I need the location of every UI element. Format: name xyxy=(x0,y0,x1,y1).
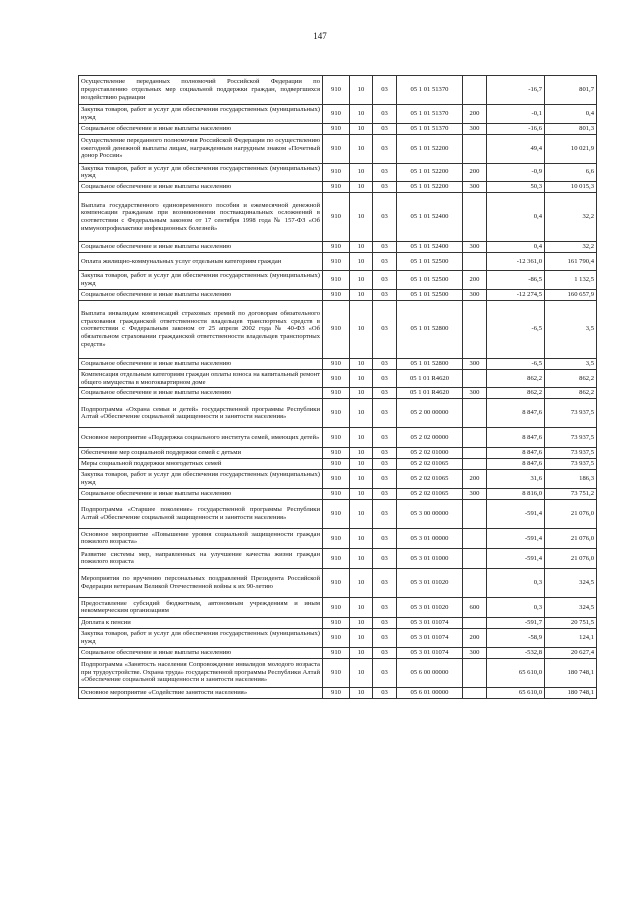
cell-cs: 05 3 01 00000 xyxy=(397,528,463,548)
cell-name: Закупка товаров, работ и услуг для обеспечения государственных (муниципальных) нужд xyxy=(79,470,323,489)
cell-s1: 49,4 xyxy=(487,134,545,163)
cell-rz: 10 xyxy=(350,647,373,658)
cell-cs: 05 1 01 52500 xyxy=(397,271,463,290)
cell-s1: 0,3 xyxy=(487,568,545,597)
table-row xyxy=(79,358,597,369)
cell-s2: 3,5 xyxy=(545,300,597,358)
cell-vr: 300 xyxy=(463,289,487,300)
cell-rz: 10 xyxy=(350,358,373,369)
cell-cs: 05 1 01 52200 xyxy=(397,182,463,193)
cell-s1: -6,5 xyxy=(487,358,545,369)
table-row xyxy=(79,568,597,597)
cell-s2: 801,7 xyxy=(545,76,597,105)
cell-vr xyxy=(463,617,487,628)
cell-cs: 05 3 01 01074 xyxy=(397,617,463,628)
cell-vr xyxy=(463,548,487,568)
cell-vr xyxy=(463,134,487,163)
cell-name: Социальное обеспечение и иные выплаты населению xyxy=(79,242,323,253)
cell-adm: 910 xyxy=(323,647,350,658)
cell-rz: 10 xyxy=(350,628,373,647)
cell-pr: 03 xyxy=(373,628,397,647)
cell-s2: 324,5 xyxy=(545,568,597,597)
cell-pr: 03 xyxy=(373,470,397,489)
table-row xyxy=(79,182,597,193)
cell-s1: 65 610,0 xyxy=(487,687,545,698)
cell-vr: 300 xyxy=(463,123,487,134)
cell-pr: 03 xyxy=(373,428,397,448)
table-row xyxy=(79,388,597,399)
cell-rz: 10 xyxy=(350,448,373,459)
cell-name: Социальное обеспечение и иные выплаты населению xyxy=(79,388,323,399)
table-row xyxy=(79,597,597,617)
cell-s1: 0,3 xyxy=(487,597,545,617)
cell-cs: 05 3 01 01000 xyxy=(397,548,463,568)
cell-rz: 10 xyxy=(350,597,373,617)
cell-s1: 50,3 xyxy=(487,182,545,193)
cell-adm: 910 xyxy=(323,182,350,193)
cell-s1: 862,2 xyxy=(487,369,545,388)
table-row xyxy=(79,617,597,628)
cell-s2: 73 937,5 xyxy=(545,459,597,470)
cell-rz: 10 xyxy=(350,568,373,597)
cell-s1: -0,9 xyxy=(487,163,545,182)
cell-pr: 03 xyxy=(373,499,397,528)
table-row xyxy=(79,193,597,242)
cell-rz: 10 xyxy=(350,163,373,182)
cell-vr xyxy=(463,528,487,548)
cell-s1: 31,6 xyxy=(487,470,545,489)
cell-vr xyxy=(463,687,487,698)
cell-name: Основное мероприятие «Поддержка социального института семей, имеющих детей» xyxy=(79,428,323,448)
cell-rz: 10 xyxy=(350,399,373,428)
cell-name: Мероприятия по вручению персональных поздравлений Президента Российской Федерации ветеранам Великой Отечественной войны к их 90-летию xyxy=(79,568,323,597)
table-body xyxy=(79,76,597,699)
cell-adm: 910 xyxy=(323,399,350,428)
cell-s2: 324,5 xyxy=(545,597,597,617)
cell-name: Основное мероприятие «Повышение уровня социальной защищенности граждан пожилого возраста» xyxy=(79,528,323,548)
cell-s1: -6,5 xyxy=(487,300,545,358)
cell-pr: 03 xyxy=(373,528,397,548)
cell-s1: -591,4 xyxy=(487,528,545,548)
cell-s2: 73 937,5 xyxy=(545,428,597,448)
table-row xyxy=(79,528,597,548)
cell-adm: 910 xyxy=(323,271,350,290)
cell-name: Социальное обеспечение и иные выплаты населению xyxy=(79,123,323,134)
table-row xyxy=(79,123,597,134)
cell-rz: 10 xyxy=(350,253,373,271)
cell-adm: 910 xyxy=(323,428,350,448)
cell-adm: 910 xyxy=(323,548,350,568)
cell-vr: 200 xyxy=(463,105,487,124)
table-row xyxy=(79,289,597,300)
cell-rz: 10 xyxy=(350,470,373,489)
cell-s1: 0,4 xyxy=(487,193,545,242)
cell-s2: 32,2 xyxy=(545,242,597,253)
cell-adm: 910 xyxy=(323,76,350,105)
cell-rz: 10 xyxy=(350,459,373,470)
cell-name: Меры социальной поддержки многодетных семей xyxy=(79,459,323,470)
cell-vr: 200 xyxy=(463,628,487,647)
cell-pr: 03 xyxy=(373,105,397,124)
cell-rz: 10 xyxy=(350,123,373,134)
cell-s1: -591,4 xyxy=(487,499,545,528)
cell-vr: 300 xyxy=(463,242,487,253)
table-row xyxy=(79,300,597,358)
cell-adm: 910 xyxy=(323,568,350,597)
cell-name: Социальное обеспечение и иные выплаты населению xyxy=(79,488,323,499)
cell-vr: 300 xyxy=(463,358,487,369)
cell-vr xyxy=(463,76,487,105)
cell-pr: 03 xyxy=(373,253,397,271)
cell-rz: 10 xyxy=(350,271,373,290)
cell-rz: 10 xyxy=(350,134,373,163)
cell-pr: 03 xyxy=(373,271,397,290)
cell-s1: -0,1 xyxy=(487,105,545,124)
cell-adm: 910 xyxy=(323,242,350,253)
table-row xyxy=(79,76,597,105)
cell-s2: 21 076,0 xyxy=(545,528,597,548)
cell-pr: 03 xyxy=(373,300,397,358)
cell-s2: 862,2 xyxy=(545,388,597,399)
cell-s1: -16,7 xyxy=(487,76,545,105)
cell-rz: 10 xyxy=(350,300,373,358)
cell-adm: 910 xyxy=(323,628,350,647)
cell-adm: 910 xyxy=(323,289,350,300)
cell-name: Предоставление субсидий бюджетным, автономным учреждениям и иным некоммерческим организациям xyxy=(79,597,323,617)
cell-s1: 8 847,6 xyxy=(487,448,545,459)
cell-vr xyxy=(463,253,487,271)
cell-s1: -86,5 xyxy=(487,271,545,290)
cell-vr: 300 xyxy=(463,182,487,193)
cell-pr: 03 xyxy=(373,617,397,628)
cell-s1: 65 610,0 xyxy=(487,658,545,687)
cell-name: Закупка товаров, работ и услуг для обеспечения государственных (муниципальных) нужд xyxy=(79,105,323,124)
cell-name: Оплата жилищно-коммунальных услуг отдельным категориям граждан xyxy=(79,253,323,271)
cell-adm: 910 xyxy=(323,499,350,528)
cell-rz: 10 xyxy=(350,388,373,399)
cell-s2: 0,4 xyxy=(545,105,597,124)
table-row xyxy=(79,134,597,163)
table-row xyxy=(79,399,597,428)
cell-vr xyxy=(463,568,487,597)
table-row xyxy=(79,242,597,253)
cell-cs: 05 1 01 R4620 xyxy=(397,369,463,388)
cell-pr: 03 xyxy=(373,193,397,242)
cell-rz: 10 xyxy=(350,617,373,628)
cell-vr xyxy=(463,459,487,470)
cell-pr: 03 xyxy=(373,242,397,253)
cell-cs: 05 3 01 01074 xyxy=(397,628,463,647)
cell-adm: 910 xyxy=(323,597,350,617)
cell-name: Социальное обеспечение и иные выплаты населению xyxy=(79,289,323,300)
cell-pr: 03 xyxy=(373,658,397,687)
cell-vr xyxy=(463,369,487,388)
cell-adm: 910 xyxy=(323,528,350,548)
cell-name: Доплата к пенсии xyxy=(79,617,323,628)
cell-s2: 6,6 xyxy=(545,163,597,182)
cell-vr xyxy=(463,428,487,448)
cell-cs: 05 1 01 52200 xyxy=(397,134,463,163)
cell-s2: 186,3 xyxy=(545,470,597,489)
cell-s1: -591,4 xyxy=(487,548,545,568)
cell-pr: 03 xyxy=(373,459,397,470)
cell-adm: 910 xyxy=(323,617,350,628)
cell-adm: 910 xyxy=(323,163,350,182)
cell-s1: -12 361,0 xyxy=(487,253,545,271)
cell-s1: -532,8 xyxy=(487,647,545,658)
cell-s2: 73 937,5 xyxy=(545,448,597,459)
cell-cs: 05 2 02 00000 xyxy=(397,428,463,448)
cell-s1: 0,4 xyxy=(487,242,545,253)
cell-s2: 801,3 xyxy=(545,123,597,134)
cell-s1: -16,6 xyxy=(487,123,545,134)
cell-cs: 05 2 02 01000 xyxy=(397,448,463,459)
cell-cs: 05 1 01 52500 xyxy=(397,253,463,271)
cell-adm: 910 xyxy=(323,193,350,242)
table-row xyxy=(79,687,597,698)
cell-cs: 05 6 00 00000 xyxy=(397,658,463,687)
table-row xyxy=(79,428,597,448)
cell-adm: 910 xyxy=(323,448,350,459)
cell-cs: 05 2 02 01065 xyxy=(397,470,463,489)
cell-name: Социальное обеспечение и иные выплаты населению xyxy=(79,647,323,658)
cell-pr: 03 xyxy=(373,548,397,568)
cell-rz: 10 xyxy=(350,105,373,124)
table-row xyxy=(79,658,597,687)
cell-rz: 10 xyxy=(350,428,373,448)
cell-s1: 8 847,6 xyxy=(487,459,545,470)
cell-vr xyxy=(463,193,487,242)
cell-pr: 03 xyxy=(373,687,397,698)
cell-cs: 05 3 01 01020 xyxy=(397,597,463,617)
cell-s2: 180 748,1 xyxy=(545,658,597,687)
table-row xyxy=(79,448,597,459)
cell-rz: 10 xyxy=(350,76,373,105)
cell-name: Закупка товаров, работ и услуг для обеспечения государственных (муниципальных) нужд xyxy=(79,163,323,182)
cell-pr: 03 xyxy=(373,568,397,597)
cell-rz: 10 xyxy=(350,369,373,388)
cell-s1: 8 847,6 xyxy=(487,428,545,448)
cell-s2: 10 021,9 xyxy=(545,134,597,163)
cell-cs: 05 1 01 52800 xyxy=(397,358,463,369)
cell-s2: 21 076,0 xyxy=(545,499,597,528)
cell-pr: 03 xyxy=(373,358,397,369)
cell-rz: 10 xyxy=(350,499,373,528)
cell-pr: 03 xyxy=(373,182,397,193)
cell-vr: 200 xyxy=(463,470,487,489)
cell-adm: 910 xyxy=(323,658,350,687)
cell-s2: 20 627,4 xyxy=(545,647,597,658)
cell-s1: -58,9 xyxy=(487,628,545,647)
cell-cs: 05 2 00 00000 xyxy=(397,399,463,428)
cell-s2: 73 751,2 xyxy=(545,488,597,499)
cell-s2: 160 657,9 xyxy=(545,289,597,300)
cell-name: Подпрограмма «Занятость населения Сопровождение инвалидов молодого возраста при трудоустройстве. Охрана труда» государственной программы Республики Алтай «Обеспечение социальной защищенности и занятости населения» xyxy=(79,658,323,687)
cell-s2: 3,5 xyxy=(545,358,597,369)
cell-s2: 20 751,5 xyxy=(545,617,597,628)
cell-name: Основное мероприятие «Содействие занятости населения» xyxy=(79,687,323,698)
cell-pr: 03 xyxy=(373,597,397,617)
cell-s2: 862,2 xyxy=(545,369,597,388)
cell-vr xyxy=(463,448,487,459)
cell-name: Социальное обеспечение и иные выплаты населению xyxy=(79,182,323,193)
cell-cs: 05 1 01 52400 xyxy=(397,242,463,253)
cell-rz: 10 xyxy=(350,193,373,242)
cell-cs: 05 2 02 01065 xyxy=(397,488,463,499)
cell-s2: 161 790,4 xyxy=(545,253,597,271)
cell-vr: 300 xyxy=(463,388,487,399)
cell-pr: 03 xyxy=(373,134,397,163)
cell-name: Подпрограмма «Старшее поколение» государственной программы Республики Алтай «Обеспечение социальной защищенности и занятости населения» xyxy=(79,499,323,528)
cell-vr: 300 xyxy=(463,488,487,499)
cell-vr: 600 xyxy=(463,597,487,617)
cell-vr xyxy=(463,658,487,687)
table-row xyxy=(79,369,597,388)
table-row xyxy=(79,470,597,489)
cell-name: Закупка товаров, работ и услуг для обеспечения государственных (муниципальных) нужд xyxy=(79,271,323,290)
cell-s1: 8 847,6 xyxy=(487,399,545,428)
table-row xyxy=(79,459,597,470)
cell-vr: 200 xyxy=(463,163,487,182)
cell-pr: 03 xyxy=(373,448,397,459)
cell-s1: 8 816,0 xyxy=(487,488,545,499)
cell-s2: 73 937,5 xyxy=(545,399,597,428)
cell-name: Социальное обеспечение и иные выплаты населению xyxy=(79,358,323,369)
table-row xyxy=(79,105,597,124)
cell-adm: 910 xyxy=(323,687,350,698)
cell-cs: 05 3 00 00000 xyxy=(397,499,463,528)
cell-s2: 32,2 xyxy=(545,193,597,242)
table-row xyxy=(79,253,597,271)
cell-cs: 05 2 02 01065 xyxy=(397,459,463,470)
cell-rz: 10 xyxy=(350,242,373,253)
cell-adm: 910 xyxy=(323,459,350,470)
cell-name: Развитие системы мер, направленных на улучшение качества жизни граждан пожилого возраста xyxy=(79,548,323,568)
cell-cs: 05 3 01 01020 xyxy=(397,568,463,597)
cell-rz: 10 xyxy=(350,687,373,698)
cell-cs: 05 1 01 51370 xyxy=(397,105,463,124)
cell-adm: 910 xyxy=(323,488,350,499)
cell-rz: 10 xyxy=(350,658,373,687)
cell-s2: 1 132,5 xyxy=(545,271,597,290)
table-row xyxy=(79,647,597,658)
cell-s1: 862,2 xyxy=(487,388,545,399)
cell-rz: 10 xyxy=(350,488,373,499)
cell-name: Обеспечение мер социальной поддержки семей с детьми xyxy=(79,448,323,459)
cell-cs: 05 1 01 52500 xyxy=(397,289,463,300)
cell-cs: 05 6 01 00000 xyxy=(397,687,463,698)
cell-s1: -12 274,5 xyxy=(487,289,545,300)
cell-vr xyxy=(463,499,487,528)
cell-cs: 05 1 01 52800 xyxy=(397,300,463,358)
cell-s2: 124,1 xyxy=(545,628,597,647)
cell-pr: 03 xyxy=(373,647,397,658)
cell-name: Подпрограмма «Охрана семьи и детей» государственной программы Республики Алтай «Обеспечение социальной защищенности и занятости населения» xyxy=(79,399,323,428)
table-row xyxy=(79,163,597,182)
cell-name: Выплата инвалидам компенсаций страховых премий по договорам обязательного страхования гражданской ответственности владельцев транспортных средств в соответствии с Федеральным законом от 25 апреля 2002 года № 40-ФЗ «Об обязательном страховании гражданской ответственности владельцев транспортных средств» xyxy=(79,300,323,358)
cell-vr: 300 xyxy=(463,647,487,658)
table-row xyxy=(79,499,597,528)
cell-pr: 03 xyxy=(373,123,397,134)
cell-pr: 03 xyxy=(373,399,397,428)
budget-table xyxy=(78,75,597,699)
cell-vr xyxy=(463,399,487,428)
table-row xyxy=(79,271,597,290)
page-number: 147 xyxy=(313,31,327,41)
cell-cs: 05 3 01 01074 xyxy=(397,647,463,658)
cell-adm: 910 xyxy=(323,369,350,388)
cell-s1: -591,7 xyxy=(487,617,545,628)
cell-cs: 05 1 01 51370 xyxy=(397,76,463,105)
cell-adm: 910 xyxy=(323,388,350,399)
cell-s2: 10 015,3 xyxy=(545,182,597,193)
cell-adm: 910 xyxy=(323,134,350,163)
cell-cs: 05 1 01 R4620 xyxy=(397,388,463,399)
cell-name: Выплата государственного единовременного пособия и ежемесячной денежной компенсации гражданам при возникновении поствакцинальных осложнений в соответствии с Федеральным законом от 17 сентября 1998 года № 157-ФЗ «Об иммунопрофилактике инфекционных болезней» xyxy=(79,193,323,242)
cell-vr xyxy=(463,300,487,358)
cell-pr: 03 xyxy=(373,76,397,105)
cell-rz: 10 xyxy=(350,548,373,568)
table-row xyxy=(79,548,597,568)
cell-name: Осуществление переданных полномочий Российской Федерации по предоставлению отдельных мер социальной поддержки граждан, подвергшихся воздействию радиации xyxy=(79,76,323,105)
cell-adm: 910 xyxy=(323,470,350,489)
cell-rz: 10 xyxy=(350,289,373,300)
cell-pr: 03 xyxy=(373,369,397,388)
cell-adm: 910 xyxy=(323,358,350,369)
table-row xyxy=(79,488,597,499)
cell-cs: 05 1 01 52200 xyxy=(397,163,463,182)
cell-vr: 200 xyxy=(463,271,487,290)
cell-adm: 910 xyxy=(323,300,350,358)
cell-pr: 03 xyxy=(373,488,397,499)
cell-s2: 21 076,0 xyxy=(545,548,597,568)
cell-adm: 910 xyxy=(323,253,350,271)
cell-pr: 03 xyxy=(373,289,397,300)
table-row xyxy=(79,628,597,647)
cell-s2: 180 748,1 xyxy=(545,687,597,698)
cell-adm: 910 xyxy=(323,105,350,124)
cell-rz: 10 xyxy=(350,182,373,193)
cell-cs: 05 1 01 52400 xyxy=(397,193,463,242)
cell-name: Осуществление переданного полномочия Российской Федерации по осуществлению ежегодной денежной выплаты лицам, награжденным нагрудным знаком «Почетный донор России» xyxy=(79,134,323,163)
cell-pr: 03 xyxy=(373,163,397,182)
cell-name: Компенсация отдельным категориям граждан оплаты взноса на капитальный ремонт общего имущества в многоквартирном доме xyxy=(79,369,323,388)
cell-pr: 03 xyxy=(373,388,397,399)
cell-adm: 910 xyxy=(323,123,350,134)
cell-name: Закупка товаров, работ и услуг для обеспечения государственных (муниципальных) нужд xyxy=(79,628,323,647)
cell-cs: 05 1 01 51370 xyxy=(397,123,463,134)
cell-rz: 10 xyxy=(350,528,373,548)
